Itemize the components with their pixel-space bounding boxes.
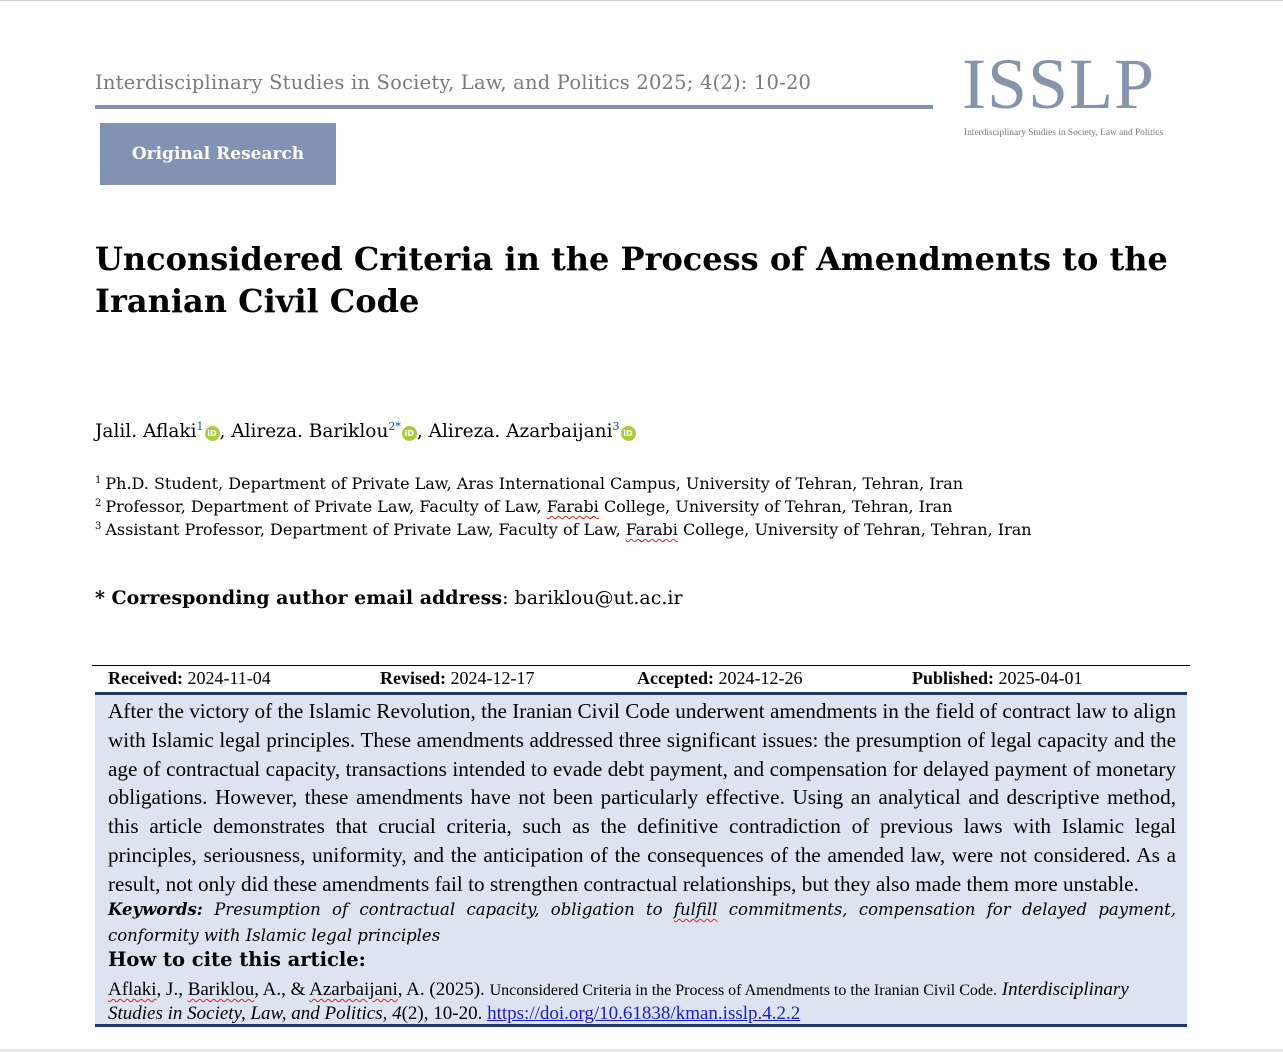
cite-heading: How to cite this article: — [108, 948, 366, 971]
abstract-text: After the victory of the Islamic Revolution, the Iranian Civil Code underwent amendments in the field of contract law to align with Islamic legal principles. These amendments addressed three significant issues: the presumption of legal capacity and the age of contractual capacity, transactions intended to evade debt payment, and compensation for delayed payment of monetary obligations. However, these amendments have not been particularly effective. Using an analytical and descriptive method, this article demonstrates that crucial criteria, such as the definitive contradiction of previous laws with Islamic legal principles, seriousness, uniformity, and the anticipation of the consequences of the amended law, were not considered. As a result, not only did these amendments fail to strengthen contractual relationships, but they also made them more unstable. — [108, 699, 1176, 896]
keywords-label: Keywords: — [108, 900, 203, 919]
citation-title: Unconsidered Criteria in the Process of Amendments to the Iranian Civil Code. — [489, 982, 998, 999]
corresponding-label: * Corresponding author email address — [95, 587, 503, 609]
date-value: 2025-04-01 — [998, 668, 1083, 688]
citation-issue: (2), 10-20. — [401, 1003, 488, 1024]
date-accepted — [637, 668, 802, 689]
doi-link[interactable]: https://doi.org/10.61838/kman.isslp.4.2.2 — [487, 1003, 801, 1024]
header-rule — [95, 105, 933, 109]
date-label: Accepted: — [637, 668, 714, 688]
date-revised — [380, 668, 535, 689]
author-name: Jalil. Aflaki — [95, 421, 197, 442]
spellcheck-flagged-word[interactable]: Aflaki — [108, 979, 157, 1000]
corresponding-email[interactable]: bariklou@ut.ac.ir — [514, 587, 683, 609]
spellcheck-flagged-word[interactable]: Bariklou — [187, 979, 255, 1000]
citation-text: , J., — [156, 979, 188, 1000]
affiliation-text: College, University of Tehran, Tehran, Iran — [677, 520, 1032, 539]
date-value: 2024-12-26 — [718, 668, 803, 688]
affiliation-number: 3 — [95, 520, 102, 532]
affiliation-text: Assistant Professor, Department of Private Law, Faculty of Law, — [105, 520, 626, 539]
author-name: Alireza. Bariklou — [231, 421, 389, 442]
date-published — [912, 668, 1083, 689]
keywords-text: commitments, compensation for delayed payment, conformity with Islamic legal principles — [108, 900, 1176, 945]
citation — [108, 978, 1176, 1025]
journal-logo — [962, 44, 1182, 143]
author-affil-marker: 3 — [612, 419, 620, 433]
corresponding-author: * Corresponding author email address: bariklou@ut.ac.ir — [95, 587, 683, 609]
affiliation-item — [95, 472, 1032, 495]
author-name: Alireza. Azarbaijani — [428, 421, 613, 442]
affiliation-number: 1 — [95, 474, 102, 486]
date-label: Published: — [912, 668, 995, 688]
spellcheck-flagged-word[interactable]: Farabi — [625, 520, 678, 539]
top-border — [0, 0, 1283, 1]
affiliation-text: Ph.D. Student, Department of Private Law, Aras International Campus, University of Tehran, Tehran, Iran — [105, 474, 964, 493]
journal-citation-line: Interdisciplinary Studies in Society, Law, and Politics 2025; 4(2): 10-20 — [95, 71, 812, 94]
article-dates — [108, 668, 1188, 692]
affiliation-text: College, University of Tehran, Tehran, Iran — [598, 497, 953, 516]
paper-title: Unconsidered Criteria in the Process of Amendments to the Iranian Civil Code — [95, 240, 1168, 320]
date-value: 2024-12-17 — [450, 668, 535, 688]
date-received — [108, 668, 271, 689]
citation-text: , A. (2025). — [397, 979, 490, 1000]
spellcheck-flagged-word[interactable]: Farabi — [546, 497, 599, 516]
author-affil-marker: 1 — [196, 419, 204, 433]
keywords-text: Presumption of contractual capacity, obligation to — [202, 900, 674, 919]
abstract-bottom-rule — [95, 1024, 1187, 1027]
logo-subtitle: Interdisciplinary Studies in Society, Law and Politics — [964, 128, 1164, 138]
date-label: Received: — [108, 668, 183, 688]
affiliation-text: Professor, Department of Private Law, Faculty of Law, — [105, 497, 547, 516]
spellcheck-flagged-word[interactable]: Azarbaijani — [309, 979, 398, 1000]
author-affil-marker: 2* — [388, 419, 401, 433]
citation-text: , A., & — [254, 979, 310, 1000]
dates-top-rule — [92, 665, 1190, 666]
orcid-icon[interactable]: iD — [621, 426, 636, 441]
affiliation-item — [95, 495, 1032, 518]
logo-text: ISSLP — [962, 44, 1156, 124]
orcid-icon[interactable]: iD — [205, 426, 220, 441]
affiliation-list — [95, 472, 1032, 541]
affiliation-item — [95, 518, 1032, 541]
article-type-badge: Original Research — [100, 123, 336, 185]
citation-journal: Interdisciplinary Studies in Society, Law, and Politics, 4 — [108, 979, 1129, 1024]
author-list: Jalil. Aflaki$^1$iD , Alireza. Bariklou$^{2*}$iD , Alireza. Azarbaijani$^3$iD — [95, 421, 636, 442]
orcid-icon[interactable]: iD — [402, 426, 417, 441]
date-value: 2024-11-04 — [187, 668, 271, 688]
spellcheck-flagged-word[interactable]: fulfill — [673, 900, 718, 919]
affiliation-number: 2 — [95, 497, 102, 509]
date-label: Revised: — [380, 668, 446, 688]
keywords — [108, 897, 1176, 949]
